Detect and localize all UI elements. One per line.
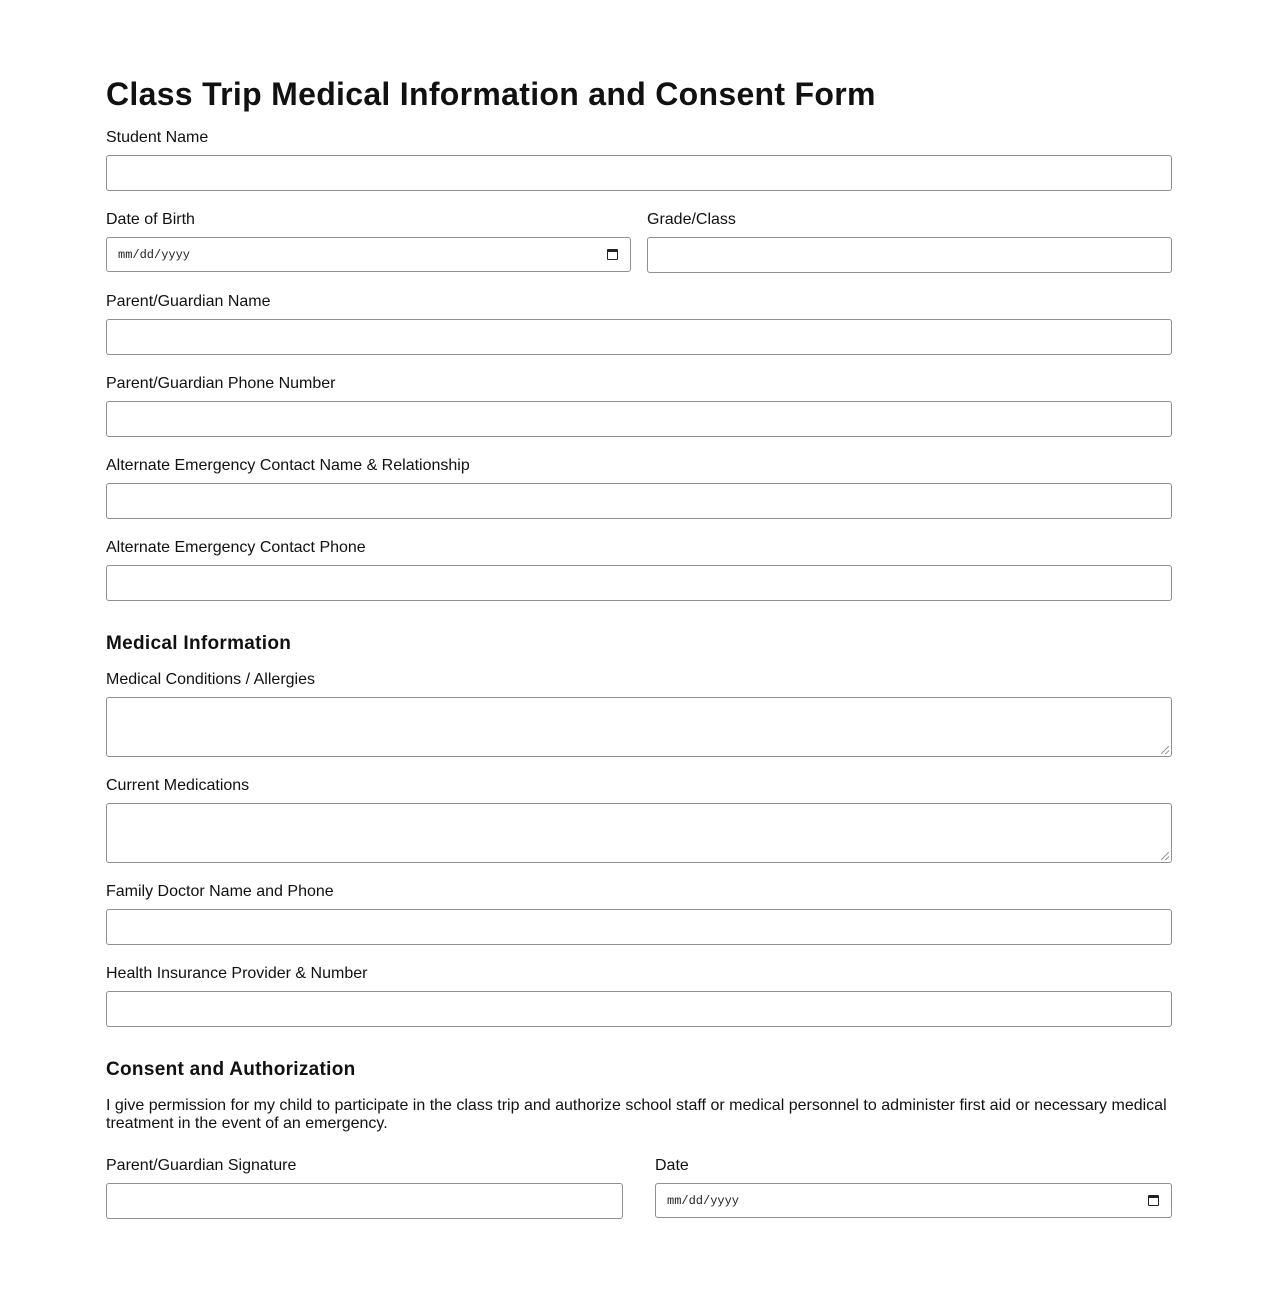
insurance-label: Health Insurance Provider & Number (106, 965, 368, 982)
calendar-icon[interactable] (1148, 1195, 1159, 1206)
guardian-name-input[interactable] (106, 319, 1172, 355)
resize-grip-icon[interactable] (1161, 746, 1169, 754)
alt-phone-input[interactable] (106, 565, 1172, 601)
insurance-input[interactable] (106, 991, 1172, 1027)
dob-placeholder: mm/dd/yyyy (118, 248, 191, 262)
guardian-name-label: Parent/Guardian Name (106, 293, 271, 310)
dob-label: Date of Birth (106, 211, 195, 228)
consent-date-label: Date (655, 1157, 689, 1174)
grade-input[interactable] (647, 237, 1172, 273)
medications-label: Current Medications (106, 777, 250, 794)
doctor-label: Family Doctor Name and Phone (106, 883, 334, 900)
conditions-textarea[interactable] (106, 697, 1172, 757)
resize-grip-icon[interactable] (1161, 852, 1169, 860)
medical-section-heading: Medical Information (106, 633, 292, 654)
medications-textarea[interactable] (106, 803, 1172, 863)
consent-section-heading: Consent and Authorization (106, 1059, 356, 1080)
consent-date-input[interactable] (655, 1183, 1172, 1218)
consent-date-placeholder: mm/dd/yyyy (667, 1194, 740, 1208)
doctor-input[interactable] (106, 909, 1172, 945)
signature-input[interactable] (106, 1183, 623, 1219)
student-name-input[interactable] (106, 155, 1172, 191)
page-title: Class Trip Medical Information and Consent Form (106, 76, 876, 112)
conditions-label: Medical Conditions / Allergies (106, 671, 315, 688)
alt-contact-label: Alternate Emergency Contact Name & Relationship (106, 457, 470, 474)
consent-statement: I give permission for my child to participate in the class trip and authorize school staff or medical personnel to administer first aid or necessary medical treatment in the event of an emergency. (106, 1097, 1167, 1132)
guardian-phone-input[interactable] (106, 401, 1172, 437)
guardian-phone-label: Parent/Guardian Phone Number (106, 375, 336, 392)
alt-contact-input[interactable] (106, 483, 1172, 519)
alt-phone-label: Alternate Emergency Contact Phone (106, 539, 366, 556)
student-name-label: Student Name (106, 129, 209, 146)
grade-label: Grade/Class (647, 211, 736, 228)
signature-label: Parent/Guardian Signature (106, 1157, 297, 1174)
calendar-icon[interactable] (607, 249, 618, 260)
dob-input[interactable] (106, 237, 631, 272)
